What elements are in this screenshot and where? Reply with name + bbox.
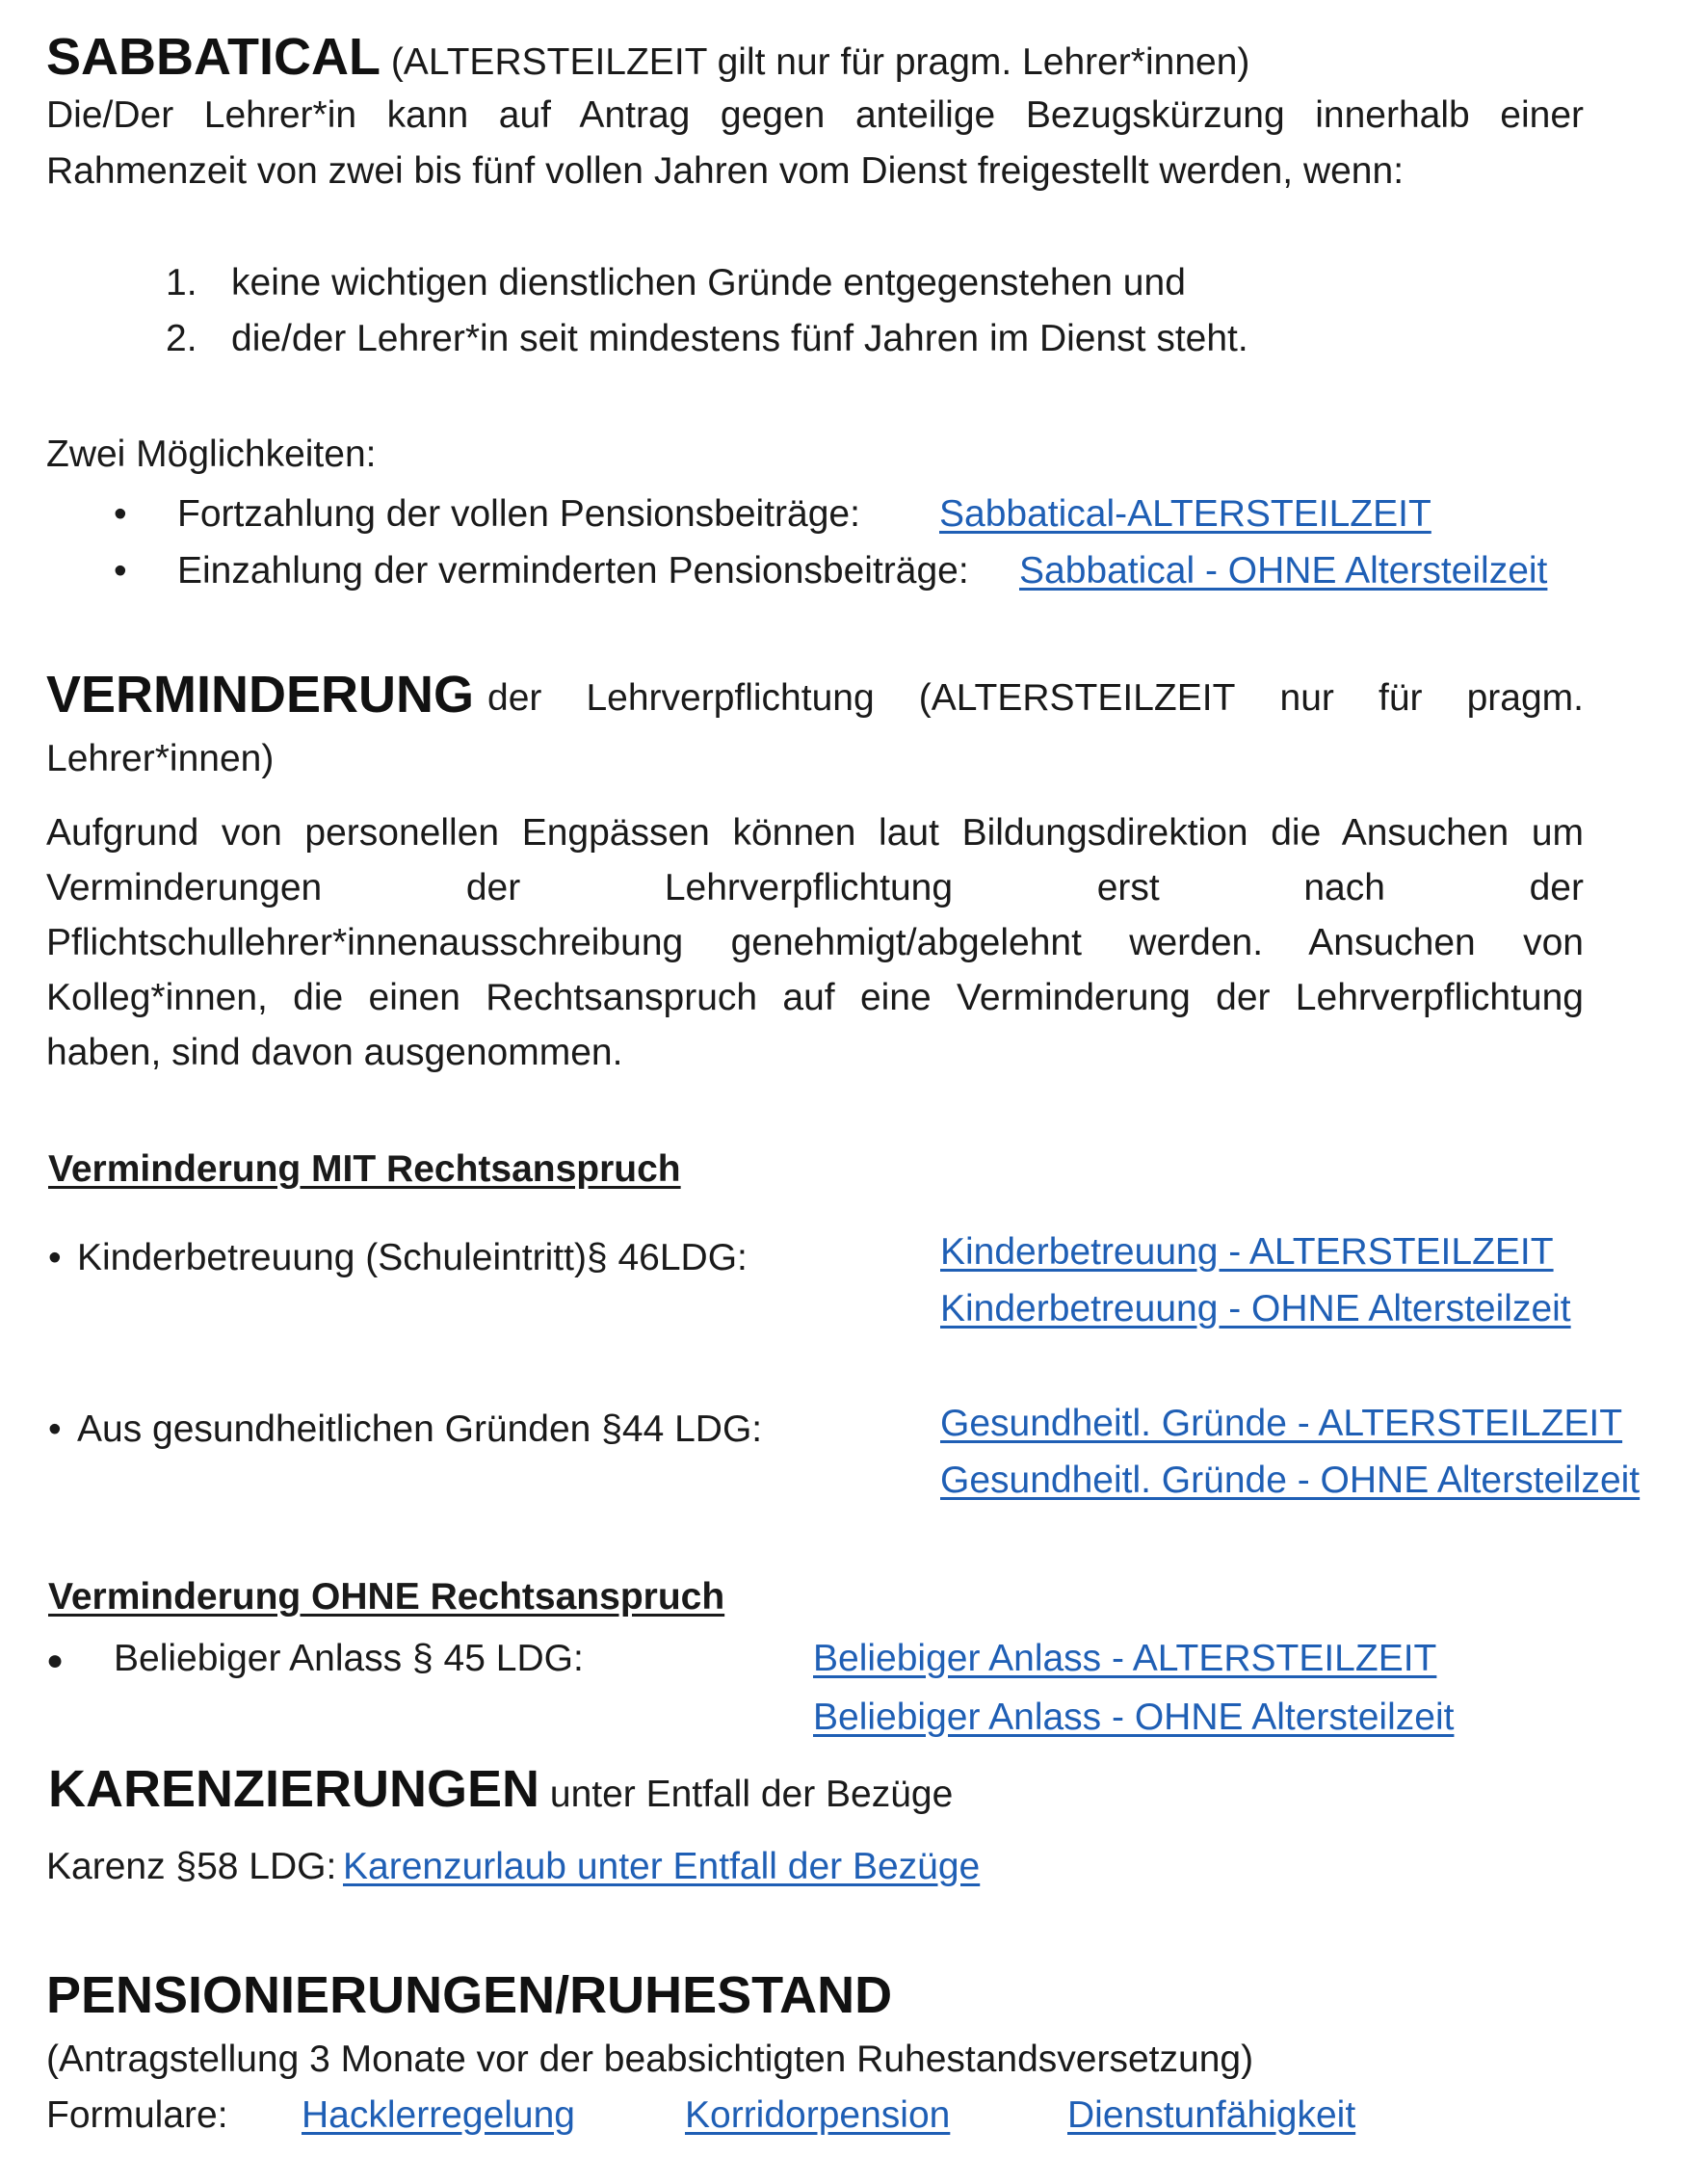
- gesundheit-altersteilzeit-link[interactable]: Gesundheitl. Gründe - ALTERSTEILZEIT: [940, 1403, 1623, 1444]
- sabbatical-intro-line-2: Rahmenzeit von zwei bis fünf vollen Jahren vom Dienst freigestellt werden, wenn:: [46, 150, 1405, 192]
- para-word: nach: [1303, 867, 1385, 908]
- verminderung-heading-rest: [487, 677, 1584, 720]
- para-word: erst: [1096, 867, 1160, 908]
- karenz-label: Karenz §58 LDG:: [46, 1846, 337, 1887]
- gesundheit-ohne-altersteilzeit-link[interactable]: Gesundheitl. Gründe - OHNE Altersteilzeit: [940, 1460, 1641, 1501]
- anlass-label: Beliebiger Anlass § 45 LDG:: [114, 1638, 584, 1679]
- para-word: der: [465, 867, 521, 908]
- karenz-heading-note: unter Entfall der Bezüge: [549, 1774, 954, 1815]
- bullet: ●: [46, 1645, 65, 1676]
- verminderung-ohne-title: Verminderung OHNE Rechtsanspruch: [48, 1576, 725, 1618]
- kinderbetreuung-label: Kinderbetreuung (Schuleintritt)§ 46LDG:: [77, 1237, 748, 1278]
- para-word: Lehrverpflichtung: [664, 867, 954, 908]
- heading-word: (ALTERSTEILZEIT: [918, 677, 1236, 719]
- condition-text: keine wichtigen dienstlichen Gründe entgegenstehen und: [231, 262, 1186, 303]
- sabbatical-intro-line-1: Die/Der Lehrer*in kann auf Antrag gegen anteilige Bezugskürzung innerhalb einer: [46, 94, 1584, 136]
- sabbatical-heading-line: [46, 27, 1249, 87]
- anlass-altersteilzeit-link[interactable]: Beliebiger Anlass - ALTERSTEILZEIT: [813, 1638, 1437, 1679]
- heading-word: für: [1378, 677, 1423, 719]
- karenzurlaub-link[interactable]: Karenzurlaub unter Entfall der Bezüge: [343, 1846, 981, 1887]
- para-word: Verminderungen: [46, 867, 323, 908]
- heading-word: der: [487, 677, 542, 719]
- verminderung-heading: VERMINDERUNG: [46, 666, 475, 724]
- sabbatical-heading: SABBATICAL: [46, 28, 381, 86]
- options-label: Zwei Möglichkeiten:: [46, 434, 377, 475]
- kinderbetreuung-ohne-altersteilzeit-link[interactable]: Kinderbetreuung - OHNE Altersteilzeit: [940, 1288, 1571, 1329]
- hacklerregelung-link[interactable]: Hacklerregelung: [302, 2094, 575, 2136]
- anlass-ohne-altersteilzeit-link[interactable]: Beliebiger Anlass - OHNE Altersteilzeit: [813, 1697, 1455, 1738]
- korridorpension-link[interactable]: Korridorpension: [685, 2094, 951, 2136]
- verminderung-para-line-2: [46, 867, 1584, 909]
- dienstunfaehigkeit-link[interactable]: Dienstunfähigkeit: [1067, 2094, 1356, 2136]
- verminderung-para-line-3: Pflichtschullehrer*innenausschreibung genehmigt/abgelehnt werden. Ansuchen von: [46, 922, 1584, 963]
- condition-number: 1.: [166, 262, 197, 303]
- pension-heading: PENSIONIERUNGEN/RUHESTAND: [46, 1966, 893, 2024]
- gesundheit-label: Aus gesundheitlichen Gründen §44 LDG:: [77, 1408, 763, 1450]
- option-label: Einzahlung der verminderten Pensionsbeiträge:: [177, 550, 969, 592]
- verminderung-mit-title: Verminderung MIT Rechtsanspruch: [48, 1148, 681, 1190]
- verminderung-para-line-4: Kolleg*innen, die einen Rechtsanspruch auf eine Verminderung der Lehrverpflichtung: [46, 977, 1584, 1018]
- heading-word: pragm.: [1466, 677, 1584, 719]
- bullet: •: [48, 1237, 62, 1278]
- bullet: •: [114, 493, 127, 535]
- pension-note: (Antragstellung 3 Monate vor der beabsichtigten Ruhestandsversetzung): [46, 2039, 1254, 2080]
- bullet: •: [48, 1408, 62, 1450]
- karenz-heading-line: [48, 1759, 953, 1819]
- heading-word: Lehrverpflichtung: [586, 677, 875, 719]
- condition-number: 2.: [166, 318, 197, 359]
- heading-word: nur: [1279, 677, 1334, 719]
- condition-text: die/der Lehrer*in seit mindestens fünf Jahren im Dienst steht.: [231, 318, 1248, 359]
- bullet: •: [114, 550, 127, 592]
- verminderung-para-line-5: haben, sind davon ausgenommen.: [46, 1032, 623, 1073]
- verminderung-heading-line-2: Lehrer*innen): [46, 738, 275, 779]
- verminderung-para-line-1: Aufgrund von personellen Engpässen können laut Bildungsdirektion die Ansuchen um: [46, 812, 1584, 854]
- sabbatical-heading-note: (ALTERSTEILZEIT gilt nur für pragm. Lehrer*innen): [390, 41, 1250, 83]
- sabbatical-altersteilzeit-link[interactable]: Sabbatical-ALTERSTEILZEIT: [939, 493, 1431, 535]
- forms-label: Formulare:: [46, 2094, 228, 2136]
- kinderbetreuung-altersteilzeit-link[interactable]: Kinderbetreuung - ALTERSTEILZEIT: [940, 1231, 1554, 1273]
- sabbatical-ohne-altersteilzeit-link[interactable]: Sabbatical - OHNE Altersteilzeit: [1019, 550, 1548, 592]
- option-label: Fortzahlung der vollen Pensionsbeiträge:: [177, 493, 860, 535]
- karenz-heading: KARENZIERUNGEN: [48, 1760, 540, 1818]
- para-word: der: [1529, 867, 1584, 908]
